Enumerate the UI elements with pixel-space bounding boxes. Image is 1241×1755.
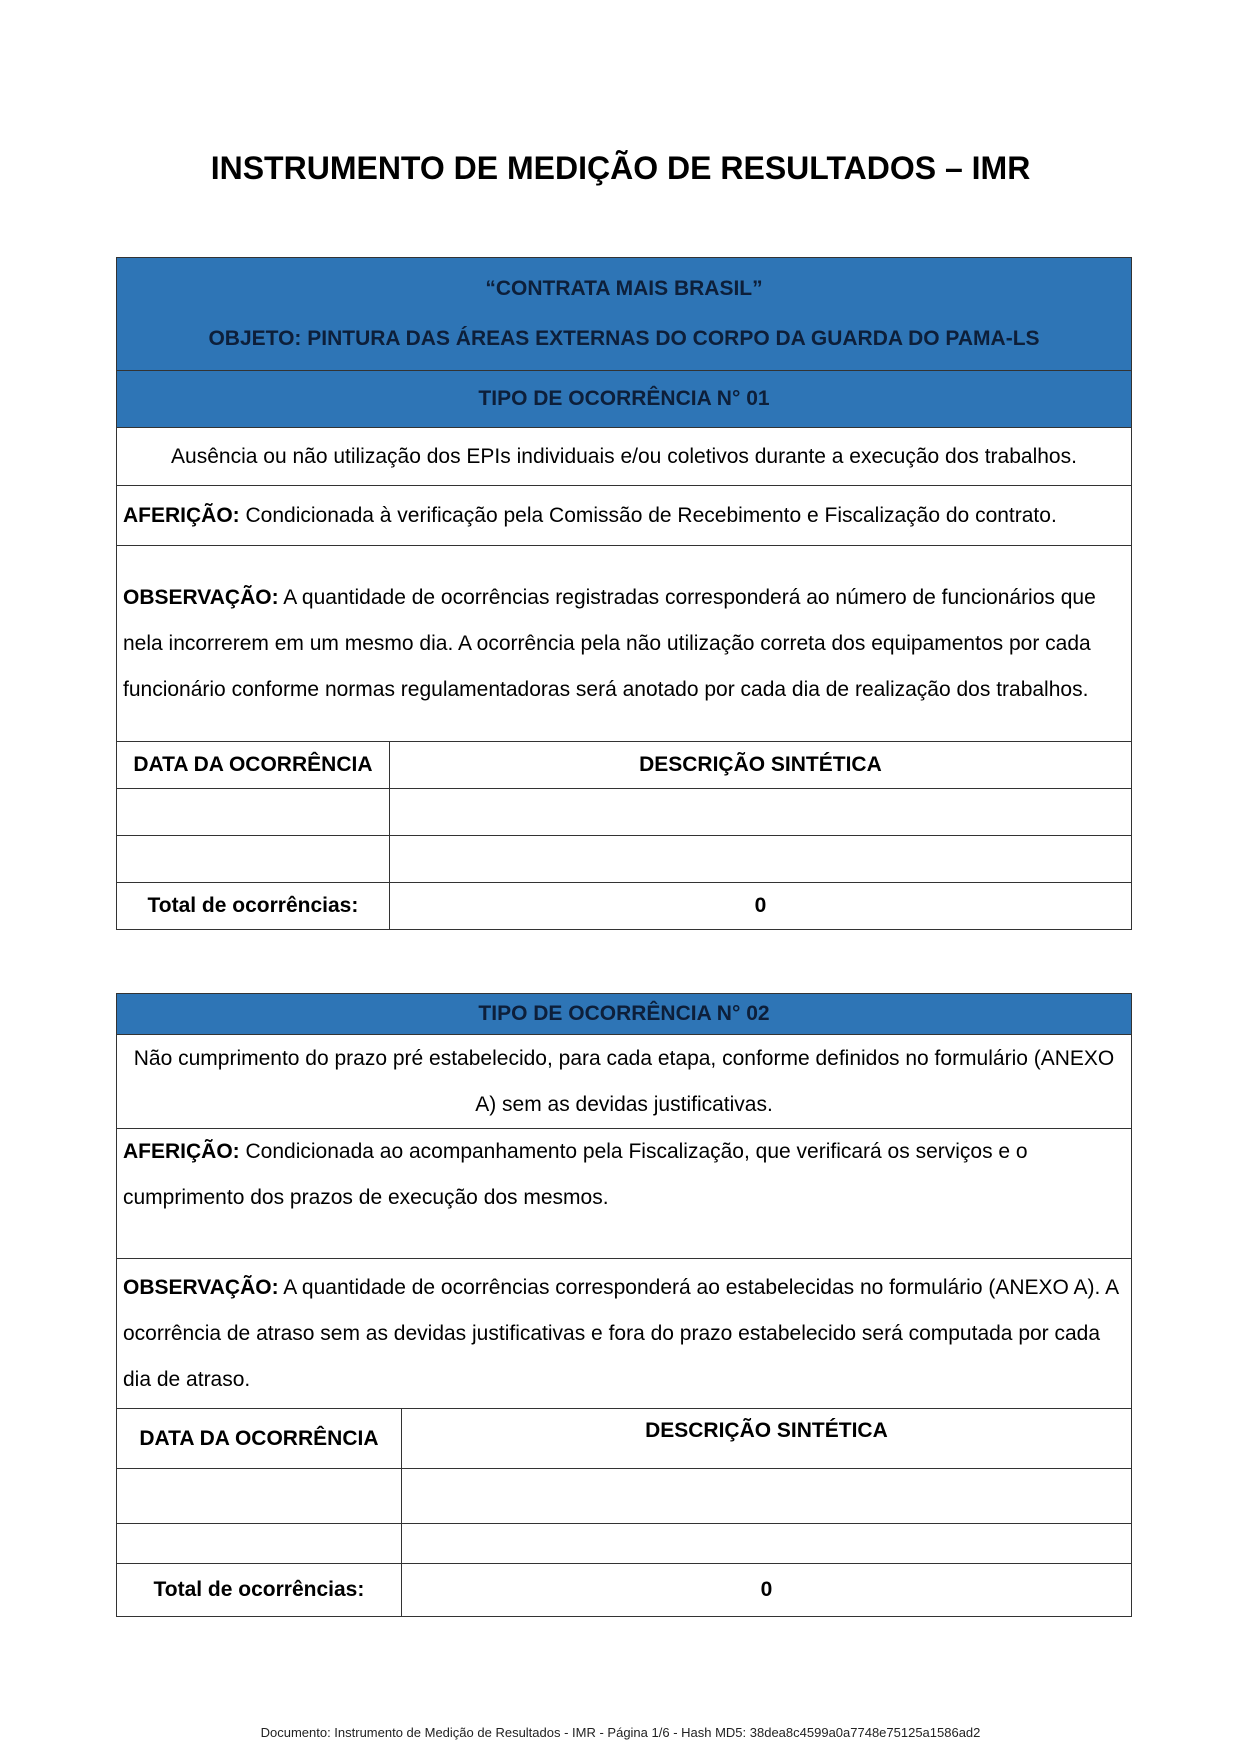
program-name: “CONTRATA MAIS BRASIL” <box>485 277 763 300</box>
table-row <box>117 1524 1132 1564</box>
column-header-description: DESCRIÇÃO SINTÉTICA <box>401 1409 1131 1469</box>
column-header-date: DATA DA OCORRÊNCIA <box>117 1409 402 1469</box>
table-row <box>117 836 1132 883</box>
occurrence-table-2 <box>116 993 1132 1617</box>
description-cell <box>389 789 1131 836</box>
page-title: INSTRUMENTO DE MEDIÇÃO DE RESULTADOS – IMR <box>210 150 1031 186</box>
total-value: 0 <box>401 1564 1131 1617</box>
object-description: OBJETO: PINTURA DAS ÁREAS EXTERNAS DO CORPO DA GUARDA DO PAMA-LS <box>208 327 1040 350</box>
description-cell <box>401 1524 1131 1564</box>
total-label: Total de ocorrências: <box>117 1564 402 1617</box>
observacao-text: A quantidade de ocorrências corresponderá ao estabelecidas no formulário (ANEXO A). A ocorrência de atraso sem as devidas justificativas e fora do prazo estabelecido será computada por cada dia de atraso. <box>123 1275 1118 1391</box>
observacao-cell <box>117 546 1132 742</box>
date-cell <box>117 789 390 836</box>
occurrence-description: Não cumprimento do prazo pré estabelecido, para cada etapa, conforme definidos no formulário (ANEXO A) sem as devidas justificativas. <box>117 1035 1132 1129</box>
table-row <box>117 789 1132 836</box>
afericao-text: Condicionada à verificação pela Comissão de Recebimento e Fiscalização do contrato. <box>239 503 1057 527</box>
observacao-cell <box>117 1259 1132 1409</box>
afericao-label: AFERIÇÃO: <box>123 1140 240 1163</box>
document-footer: Documento: Instrumento de Medição de Resultados - IMR - Página 1/6 - Hash MD5: 38dea8c4599a0a7748e75125a1586ad2 <box>260 1725 981 1740</box>
column-header-date: DATA DA OCORRÊNCIA <box>117 742 390 789</box>
total-value: 0 <box>389 883 1131 930</box>
observacao-label: OBSERVAÇÃO: <box>123 585 279 609</box>
date-cell <box>117 836 390 883</box>
date-cell <box>117 1524 402 1564</box>
afericao-cell <box>117 1129 1132 1259</box>
afericao-cell <box>117 486 1132 546</box>
contract-header <box>117 258 1132 371</box>
occurrence-table-1 <box>116 257 1132 930</box>
occurrence-type-title: TIPO DE OCORRÊNCIA N° 02 <box>117 994 1132 1035</box>
afericao-label: AFERIÇÃO: <box>123 503 240 527</box>
occurrence-type-title: TIPO DE OCORRÊNCIA N° 01 <box>117 371 1132 428</box>
table-row <box>117 1469 1132 1524</box>
occurrence-description: Ausência ou não utilização dos EPIs individuais e/ou coletivos durante a execução dos trabalhos. <box>117 428 1132 486</box>
date-cell <box>117 1469 402 1524</box>
description-cell <box>401 1469 1131 1524</box>
description-cell <box>389 836 1131 883</box>
observacao-label: OBSERVAÇÃO: <box>123 1275 279 1299</box>
column-header-description: DESCRIÇÃO SINTÉTICA <box>389 742 1131 789</box>
afericao-text: Condicionada ao acompanhamento pela Fiscalização, que verificará os serviços e o cumprimento dos prazos de execução dos mesmos. <box>123 1140 1028 1209</box>
observacao-text: A quantidade de ocorrências registradas corresponderá ao número de funcionários que nela incorrerem em um mesmo dia. A ocorrência pela não utilização correta dos equipamentos por cada funcionário conforme normas regulamentadoras será anotado por cada dia de realização dos trabalhos. <box>123 585 1096 701</box>
total-label: Total de ocorrências: <box>117 883 390 930</box>
